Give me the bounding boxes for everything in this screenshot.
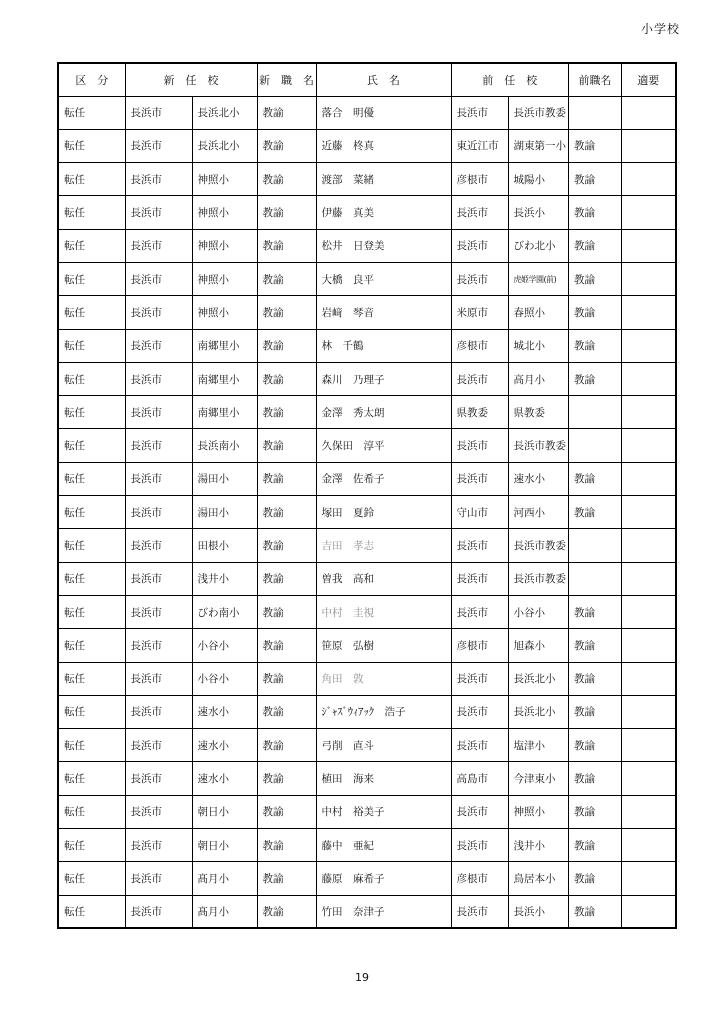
- cell-remarks: [622, 895, 676, 928]
- cell-remarks: [622, 629, 676, 662]
- header-prev-school: 前 任 校: [451, 63, 569, 96]
- cell-remarks: [622, 329, 676, 362]
- cell-prev-school: 城北小: [508, 329, 569, 362]
- cell-prev-school: 小谷小: [508, 595, 569, 628]
- cell-name: 曽我 高和: [316, 562, 451, 595]
- table-row: [58, 529, 676, 562]
- cell-remarks: [622, 163, 676, 196]
- cell-remarks: [622, 562, 676, 595]
- cell-category: 転任: [58, 895, 125, 928]
- cell-new-title: 教諭: [257, 96, 316, 129]
- cell-new-city: 長浜市: [125, 296, 192, 329]
- header-prev-title: 前職名: [569, 63, 622, 96]
- cell-category: 転任: [58, 629, 125, 662]
- cell-prev-school: びわ北小: [508, 229, 569, 262]
- cell-prev-city: 県教委: [451, 396, 508, 429]
- cell-prev-city: 彦根市: [451, 629, 508, 662]
- cell-remarks: [622, 429, 676, 462]
- cell-new-title: 教諭: [257, 562, 316, 595]
- cell-name: 植田 海来: [316, 762, 451, 795]
- header-row: [58, 63, 676, 96]
- cell-remarks: [622, 496, 676, 529]
- cell-prev-school: 浅井小: [508, 829, 569, 862]
- cell-new-title: 教諭: [257, 129, 316, 162]
- cell-category: 転任: [58, 496, 125, 529]
- cell-prev-school: 長浜小: [508, 895, 569, 928]
- cell-prev-title: 教諭: [569, 762, 622, 795]
- cell-remarks: [622, 662, 676, 695]
- table-row: [58, 496, 676, 529]
- cell-name: 金澤 佐希子: [316, 462, 451, 495]
- cell-name: 吉田 孝志: [316, 529, 451, 562]
- cell-new-title: 教諭: [257, 862, 316, 895]
- cell-prev-city: 米原市: [451, 296, 508, 329]
- cell-remarks: [622, 695, 676, 728]
- cell-remarks: [622, 862, 676, 895]
- cell-new-city: 長浜市: [125, 429, 192, 462]
- cell-new-school: 髙月小: [192, 895, 257, 928]
- cell-name: 角田 敦: [316, 662, 451, 695]
- cell-new-city: 長浜市: [125, 163, 192, 196]
- cell-name: 笹原 弘樹: [316, 629, 451, 662]
- cell-prev-city: 長浜市: [451, 462, 508, 495]
- cell-new-city: 長浜市: [125, 129, 192, 162]
- cell-new-school: 神照小: [192, 262, 257, 295]
- cell-prev-school: 長浜市教委: [508, 429, 569, 462]
- cell-new-city: 長浜市: [125, 362, 192, 395]
- cell-name: 久保田 淳平: [316, 429, 451, 462]
- cell-prev-school: 県教委: [508, 396, 569, 429]
- cell-new-title: 教諭: [257, 462, 316, 495]
- table-row: [58, 296, 676, 329]
- cell-new-title: 教諭: [257, 296, 316, 329]
- table-row: [58, 196, 676, 229]
- cell-new-school: 小谷小: [192, 629, 257, 662]
- cell-new-title: 教諭: [257, 262, 316, 295]
- cell-new-school: 神照小: [192, 296, 257, 329]
- cell-prev-title: 教諭: [569, 795, 622, 828]
- cell-category: 転任: [58, 262, 125, 295]
- cell-new-school: 速水小: [192, 762, 257, 795]
- cell-new-city: 長浜市: [125, 96, 192, 129]
- cell-prev-school: 塩津小: [508, 729, 569, 762]
- cell-new-school: 神照小: [192, 229, 257, 262]
- cell-new-school: 朝日小: [192, 829, 257, 862]
- cell-category: 転任: [58, 595, 125, 628]
- cell-remarks: [622, 296, 676, 329]
- cell-prev-city: 守山市: [451, 496, 508, 529]
- cell-category: 転任: [58, 396, 125, 429]
- header-name: 氏 名: [316, 63, 451, 96]
- transfer-table: [57, 62, 677, 929]
- cell-new-title: 教諭: [257, 829, 316, 862]
- cell-category: 転任: [58, 462, 125, 495]
- cell-new-school: 神照小: [192, 196, 257, 229]
- table-header: [58, 63, 676, 96]
- cell-prev-title: 教諭: [569, 829, 622, 862]
- cell-name: 松井 日登美: [316, 229, 451, 262]
- cell-name: 落合 明優: [316, 96, 451, 129]
- cell-new-city: 長浜市: [125, 462, 192, 495]
- cell-new-title: 教諭: [257, 163, 316, 196]
- table-row: [58, 895, 676, 928]
- cell-new-title: 教諭: [257, 496, 316, 529]
- cell-prev-city: 長浜市: [451, 96, 508, 129]
- cell-prev-city: 長浜市: [451, 262, 508, 295]
- table-row: [58, 862, 676, 895]
- cell-new-city: 長浜市: [125, 262, 192, 295]
- cell-prev-title: 教諭: [569, 595, 622, 628]
- cell-new-title: 教諭: [257, 895, 316, 928]
- table-row: [58, 96, 676, 129]
- cell-prev-school: 旭森小: [508, 629, 569, 662]
- cell-new-school: 南郷里小: [192, 396, 257, 429]
- cell-new-school: びわ南小: [192, 595, 257, 628]
- cell-new-city: 長浜市: [125, 729, 192, 762]
- cell-name: 岩﨑 琴音: [316, 296, 451, 329]
- table-row: [58, 429, 676, 462]
- header-new-title: 新 職 名: [257, 63, 316, 96]
- cell-name: 森川 乃理子: [316, 362, 451, 395]
- cell-prev-title: 教諭: [569, 262, 622, 295]
- page-number: 19: [355, 971, 369, 984]
- cell-new-title: 教諭: [257, 729, 316, 762]
- cell-prev-school: 湖東第一小: [508, 129, 569, 162]
- cell-new-title: 教諭: [257, 196, 316, 229]
- cell-category: 転任: [58, 196, 125, 229]
- cell-new-city: 長浜市: [125, 229, 192, 262]
- cell-prev-school: 虎姫学園(前): [508, 262, 569, 295]
- table-row: [58, 163, 676, 196]
- section-label: 小学校: [640, 22, 680, 36]
- cell-prev-title: 教諭: [569, 296, 622, 329]
- cell-prev-city: 長浜市: [451, 529, 508, 562]
- cell-new-school: 長浜南小: [192, 429, 257, 462]
- cell-prev-city: 長浜市: [451, 695, 508, 728]
- cell-prev-school: 今津東小: [508, 762, 569, 795]
- cell-name: 塚田 夏鈴: [316, 496, 451, 529]
- table-row: [58, 729, 676, 762]
- table-row: [58, 629, 676, 662]
- cell-new-title: 教諭: [257, 762, 316, 795]
- cell-new-city: 長浜市: [125, 662, 192, 695]
- table-row: [58, 362, 676, 395]
- cell-name: 中村 裕美子: [316, 795, 451, 828]
- table-row: [58, 229, 676, 262]
- table-row: [58, 129, 676, 162]
- cell-prev-city: 長浜市: [451, 829, 508, 862]
- cell-prev-title: 教諭: [569, 229, 622, 262]
- table-row: [58, 762, 676, 795]
- table-row: [58, 562, 676, 595]
- cell-prev-school: 長浜小: [508, 196, 569, 229]
- cell-prev-title: 教諭: [569, 862, 622, 895]
- cell-prev-title: [569, 529, 622, 562]
- cell-prev-city: 長浜市: [451, 895, 508, 928]
- cell-new-school: 速水小: [192, 695, 257, 728]
- table-body: [58, 96, 676, 928]
- cell-remarks: [622, 96, 676, 129]
- cell-new-school: 神照小: [192, 163, 257, 196]
- cell-prev-title: [569, 96, 622, 129]
- cell-new-city: 長浜市: [125, 196, 192, 229]
- cell-prev-title: 教諭: [569, 695, 622, 728]
- cell-prev-city: 長浜市: [451, 362, 508, 395]
- cell-new-title: 教諭: [257, 529, 316, 562]
- cell-new-city: 長浜市: [125, 795, 192, 828]
- cell-prev-city: 長浜市: [451, 196, 508, 229]
- cell-category: 転任: [58, 562, 125, 595]
- cell-prev-title: 教諭: [569, 496, 622, 529]
- cell-remarks: [622, 196, 676, 229]
- table-row: [58, 329, 676, 362]
- table-row: [58, 595, 676, 628]
- cell-category: 転任: [58, 695, 125, 728]
- cell-new-school: 小谷小: [192, 662, 257, 695]
- cell-new-city: 長浜市: [125, 695, 192, 728]
- cell-name: 伊藤 真美: [316, 196, 451, 229]
- cell-prev-school: 神照小: [508, 795, 569, 828]
- cell-name: 近藤 柊真: [316, 129, 451, 162]
- cell-category: 転任: [58, 762, 125, 795]
- cell-name: 藤原 麻希子: [316, 862, 451, 895]
- header-new-school: 新 任 校: [125, 63, 257, 96]
- cell-new-school: 田根小: [192, 529, 257, 562]
- cell-remarks: [622, 829, 676, 862]
- cell-prev-title: [569, 562, 622, 595]
- table-row: [58, 795, 676, 828]
- cell-new-school: 南郷里小: [192, 362, 257, 395]
- table-row: [58, 462, 676, 495]
- cell-new-title: 教諭: [257, 662, 316, 695]
- cell-category: 転任: [58, 729, 125, 762]
- cell-new-title: 教諭: [257, 229, 316, 262]
- cell-new-school: 湯田小: [192, 496, 257, 529]
- cell-new-city: 長浜市: [125, 329, 192, 362]
- cell-new-title: 教諭: [257, 695, 316, 728]
- cell-new-school: 南郷里小: [192, 329, 257, 362]
- header-remarks: 適要: [622, 63, 676, 96]
- cell-new-city: 長浜市: [125, 562, 192, 595]
- cell-new-title: 教諭: [257, 362, 316, 395]
- cell-prev-title: [569, 429, 622, 462]
- header-category: 区 分: [58, 63, 125, 96]
- cell-new-school: 髙月小: [192, 862, 257, 895]
- cell-prev-school: 鳥居本小: [508, 862, 569, 895]
- table-row: [58, 662, 676, 695]
- cell-prev-city: 長浜市: [451, 662, 508, 695]
- cell-prev-title: 教諭: [569, 729, 622, 762]
- cell-prev-school: 高月小: [508, 362, 569, 395]
- cell-new-city: 長浜市: [125, 895, 192, 928]
- cell-remarks: [622, 729, 676, 762]
- cell-new-school: 長浜北小: [192, 96, 257, 129]
- cell-prev-city: 高島市: [451, 762, 508, 795]
- cell-prev-title: 教諭: [569, 662, 622, 695]
- table-row: [58, 829, 676, 862]
- cell-prev-title: 教諭: [569, 362, 622, 395]
- cell-remarks: [622, 396, 676, 429]
- cell-prev-school: 河西小: [508, 496, 569, 529]
- cell-category: 転任: [58, 329, 125, 362]
- cell-category: 転任: [58, 662, 125, 695]
- cell-category: 転任: [58, 529, 125, 562]
- cell-remarks: [622, 362, 676, 395]
- cell-prev-title: 教諭: [569, 329, 622, 362]
- cell-prev-city: 彦根市: [451, 862, 508, 895]
- cell-new-title: 教諭: [257, 329, 316, 362]
- cell-prev-city: 彦根市: [451, 163, 508, 196]
- cell-remarks: [622, 762, 676, 795]
- cell-name: 金澤 秀太朗: [316, 396, 451, 429]
- cell-new-school: 速水小: [192, 729, 257, 762]
- cell-new-school: 朝日小: [192, 795, 257, 828]
- cell-remarks: [622, 462, 676, 495]
- cell-prev-title: 教諭: [569, 629, 622, 662]
- cell-new-school: 浅井小: [192, 562, 257, 595]
- table-row: [58, 396, 676, 429]
- cell-name: 弓削 直斗: [316, 729, 451, 762]
- cell-new-title: 教諭: [257, 429, 316, 462]
- cell-prev-city: 長浜市: [451, 795, 508, 828]
- cell-name: 渡部 菜緒: [316, 163, 451, 196]
- cell-remarks: [622, 529, 676, 562]
- cell-prev-title: 教諭: [569, 895, 622, 928]
- cell-remarks: [622, 229, 676, 262]
- cell-prev-city: 東近江市: [451, 129, 508, 162]
- cell-new-city: 長浜市: [125, 595, 192, 628]
- cell-remarks: [622, 595, 676, 628]
- cell-new-city: 長浜市: [125, 496, 192, 529]
- cell-prev-school: 長浜北小: [508, 662, 569, 695]
- cell-remarks: [622, 262, 676, 295]
- cell-prev-school: 長浜市教委: [508, 96, 569, 129]
- cell-prev-city: 彦根市: [451, 329, 508, 362]
- cell-prev-school: 城陽小: [508, 163, 569, 196]
- cell-new-city: 長浜市: [125, 629, 192, 662]
- cell-prev-city: 長浜市: [451, 562, 508, 595]
- cell-new-title: 教諭: [257, 396, 316, 429]
- cell-new-title: 教諭: [257, 595, 316, 628]
- cell-new-city: 長浜市: [125, 862, 192, 895]
- table-row: [58, 695, 676, 728]
- cell-prev-city: 長浜市: [451, 729, 508, 762]
- cell-new-school: 長浜北小: [192, 129, 257, 162]
- cell-category: 転任: [58, 129, 125, 162]
- cell-prev-title: 教諭: [569, 163, 622, 196]
- cell-category: 転任: [58, 862, 125, 895]
- cell-prev-title: [569, 396, 622, 429]
- cell-category: 転任: [58, 163, 125, 196]
- cell-prev-title: 教諭: [569, 196, 622, 229]
- cell-prev-school: 速水小: [508, 462, 569, 495]
- cell-new-city: 長浜市: [125, 396, 192, 429]
- cell-prev-school: 長浜市教委: [508, 562, 569, 595]
- cell-new-city: 長浜市: [125, 829, 192, 862]
- cell-prev-school: 長浜北小: [508, 695, 569, 728]
- cell-category: 転任: [58, 429, 125, 462]
- cell-new-city: 長浜市: [125, 529, 192, 562]
- cell-category: 転任: [58, 296, 125, 329]
- cell-new-title: 教諭: [257, 629, 316, 662]
- cell-category: 転任: [58, 229, 125, 262]
- cell-name: 竹田 奈津子: [316, 895, 451, 928]
- cell-name: 中村 圭視: [316, 595, 451, 628]
- cell-category: 転任: [58, 829, 125, 862]
- cell-new-title: 教諭: [257, 795, 316, 828]
- cell-prev-school: 春照小: [508, 296, 569, 329]
- cell-new-school: 湯田小: [192, 462, 257, 495]
- cell-category: 転任: [58, 795, 125, 828]
- cell-prev-city: 長浜市: [451, 229, 508, 262]
- cell-remarks: [622, 795, 676, 828]
- cell-prev-city: 長浜市: [451, 429, 508, 462]
- cell-category: 転任: [58, 362, 125, 395]
- cell-new-city: 長浜市: [125, 762, 192, 795]
- cell-name: ｼﾞｬｽﾞｳｨｱｯｸ 浩子: [316, 695, 451, 728]
- cell-prev-title: 教諭: [569, 462, 622, 495]
- cell-name: 大橋 良平: [316, 262, 451, 295]
- cell-name: 藤中 亜紀: [316, 829, 451, 862]
- cell-prev-city: 長浜市: [451, 595, 508, 628]
- cell-prev-school: 長浜市教委: [508, 529, 569, 562]
- cell-category: 転任: [58, 96, 125, 129]
- table-row: [58, 262, 676, 295]
- cell-remarks: [622, 129, 676, 162]
- cell-name: 林 千鶴: [316, 329, 451, 362]
- cell-prev-title: 教諭: [569, 129, 622, 162]
